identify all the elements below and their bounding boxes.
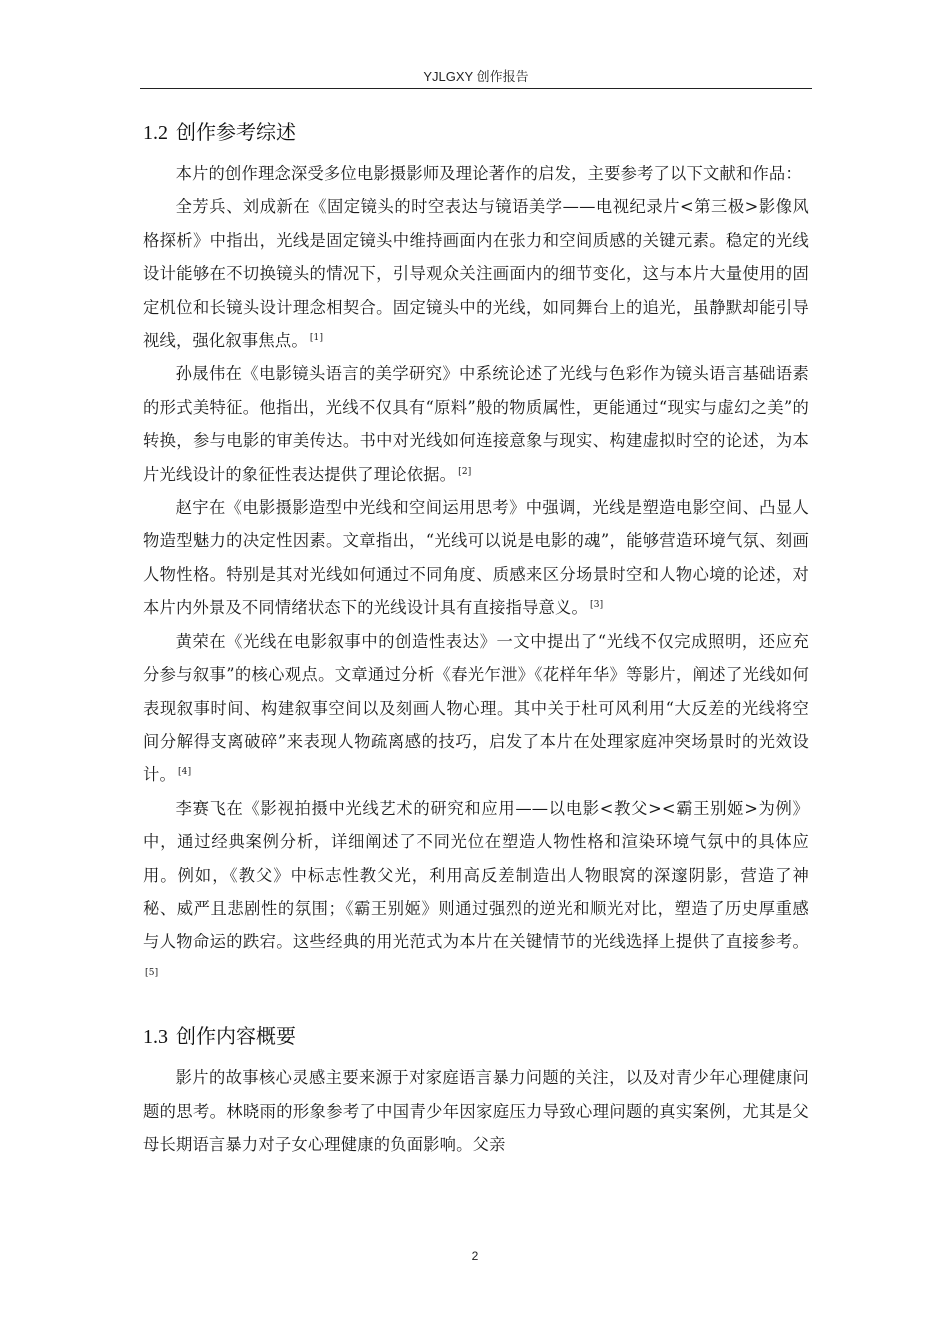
- paragraph: [143, 792, 809, 992]
- citation-ref: [2]: [458, 466, 472, 477]
- paragraph-text: 全芳兵、刘成新在《固定镜头的时空表达与镜语美学——电视纪录片<第三极>影像风格探析》中指出，光线是固定镜头中维持画面内在张力和空间质感的关键元素。稳定的光线设计能够在不切换镜头的情况下，引导观众关注画面内的细节变化，这与本片大量使用的固定机位和长镜头设计理念相契合。固定镜头中的光线，如同舞台上的追光，虽静默却能引导视线，强化叙事焦点。: [143, 197, 809, 351]
- paragraph-text: 黄荣在《光线在电影叙事中的创造性表达》一文中提出了“光线不仅完成照明，还应充分参与叙事”的核心观点。文章通过分析《春光乍泄》《花样年华》等影片，阐述了光线如何表现叙事时间、构建叙事空间以及刻画人物心理。其中关于杜可风利用“大反差的光线将空间分解得支离破碎”来表现人物疏离感的技巧，启发了本片在处理家庭冲突场景时的光效设计。: [143, 631, 809, 785]
- citation-ref: [4]: [177, 767, 192, 778]
- page-number: 2: [471, 1249, 479, 1263]
- section-title: 创作内容概要: [176, 1024, 296, 1049]
- paragraph-text: 影片的故事核心灵感主要来源于对家庭语言暴力问题的关注，以及对青少年心理健康问题的思考。林晓雨的形象参考了中国青少年因家庭压力导致心理问题的真实案例，尤其是父母长期语言暴力对子女心理健康的负面影响。父亲: [143, 1068, 809, 1154]
- citation-ref: [3]: [590, 600, 604, 611]
- section-heading-1-2: [143, 114, 809, 151]
- section-number: 1.3: [143, 1026, 168, 1049]
- section-heading-1-3: [143, 1018, 809, 1055]
- paragraph: [143, 1061, 809, 1161]
- citation-ref: [5]: [145, 967, 159, 978]
- paragraph: [143, 190, 809, 357]
- paragraph: [143, 625, 809, 792]
- paragraph-text: 赵宇在《电影摄影造型中光线和空间运用思考》中强调，光线是塑造电影空间、凸显人物造型魅力的决定性因素。文章指出，“光线可以说是电影的魂”，能够营造环境气氛、刻画人物性格。特别是其对光线如何通过不同角度、质感来区分场景时空和人物心境的论述，对本片内外景及不同情绪状态下的光线设计具有直接指导意义。: [143, 498, 809, 618]
- running-header: YJLGXY 创作报告: [423, 69, 529, 84]
- paragraph: [143, 491, 809, 625]
- header-rule: [140, 88, 812, 89]
- section-number: 1.2: [143, 122, 168, 144]
- section-title: 创作参考综述: [176, 120, 296, 144]
- paragraph: [143, 157, 809, 190]
- paragraph-text: 本片的创作理念深受多位电影摄影师及理论著作的启发，主要参考了以下文献和作品：: [175, 164, 802, 183]
- paragraph-text: 李赛飞在《影视拍摄中光线艺术的研究和应用——以电影<教父><霸王别姬>为例》中，通过经典案例分析，详细阐述了不同光位在塑造人物性格和渲染环境气氛中的具体应用。例如，《教父》中标志性教父光，利用高反差制造出人物眼窝的深邃阴影，营造了神秘、威严且悲剧性的氛围；《霸王别姬》则通过强烈的逆光和顺光对比，塑造了历史厚重感与人物命运的跌宕。这些经典的用光范式为本片在关键情节的光线选择上提供了直接参考。: [143, 798, 809, 952]
- citation-ref: [1]: [309, 333, 324, 344]
- paragraph: [143, 357, 809, 491]
- paragraph-text: 孙晟伟在《电影镜头语言的美学研究》中系统论述了光线与色彩作为镜头语言基础语素的形式美特征。他指出，光线不仅具有“原料”般的物质属性，更能通过“现实与虚幻之美”的转换，参与电影的审美传达。书中对光线如何连接意象与现实、构建虚拟时空的论述，为本片光线设计的象征性表达提供了理论依据。: [143, 364, 809, 484]
- document-body: [143, 114, 809, 1161]
